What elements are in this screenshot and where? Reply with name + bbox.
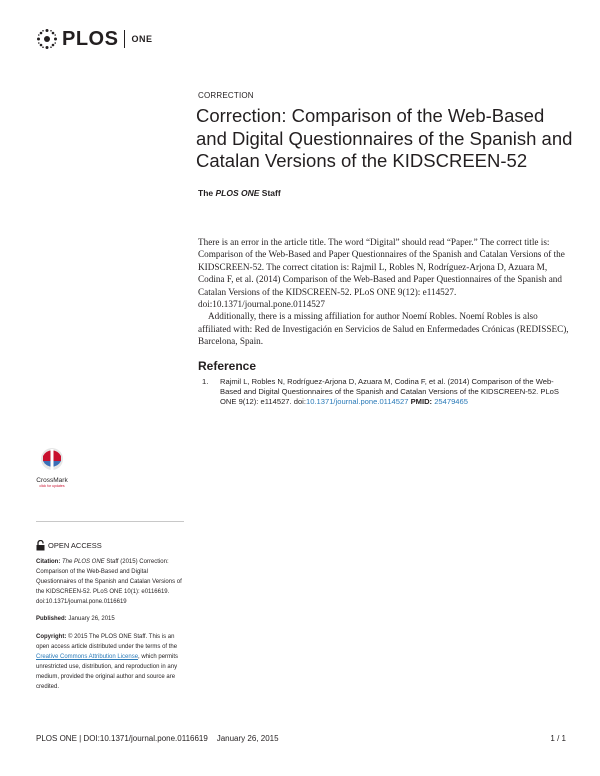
- article-body: [198, 236, 570, 348]
- body-paragraph: There is an error in the article title. The word “Digital” should read “Paper.” The correct title is: Comparison of the Web-Based and Paper Questionnaires of the Spanish and Catalan Versions of the KIDSCREEN-52. The correct citation is: Rajmil L, Robles N, Rodríguez-Arjona D, Azuara M, Codina F, et al. (2014) Comparison of the Web-Based and Paper Questionnaires of the Spanish and Catalan Versions of the KIDSCREEN-52. PLoS ONE 9(12): e114527. doi:10.1371/journal.pone.0114527: [198, 237, 565, 310]
- copyright-tail: , which permits unrestricted use, distribution, and reproduction in any medium, provided the original author and source are credited.: [36, 654, 179, 690]
- article-type: CORRECTION: [198, 91, 254, 100]
- references-heading: Reference: [198, 359, 257, 373]
- copyright-text: © 2015 The PLOS ONE Staff. This is an open access article distributed under the terms of the: [36, 634, 178, 650]
- footer-citation: PLOS ONE | DOI:10.1371/journal.pone.0116619 January 26, 2015: [36, 734, 279, 743]
- authors-suffix: Staff: [259, 188, 281, 198]
- open-access-badge: [36, 540, 102, 551]
- plos-one-logo[interactable]: [36, 28, 152, 50]
- citation-label: Citation:: [36, 559, 61, 565]
- logo-plos-text: PLOS: [62, 27, 119, 50]
- body-paragraph: Additionally, there is a missing affiliation for author Noemí Robles. Noemí Robles is also affiliated with: Red de Investigación en Servicios de Salud en Enfermedades Crónicas (REDISSEC), Barcelona, Spain.: [198, 311, 569, 347]
- copyright-label: Copyright:: [36, 634, 67, 640]
- plos-logo-icon: [36, 28, 58, 50]
- license-link[interactable]: Creative Commons Attribution License: [36, 654, 139, 660]
- reference-item: [198, 377, 570, 407]
- copyright-block: [36, 632, 186, 692]
- reference-list: [198, 377, 570, 407]
- crossmark-sublabel: click for updates: [39, 484, 65, 488]
- published-block: [36, 614, 186, 624]
- open-lock-icon: [36, 540, 45, 551]
- open-access-label: OPEN ACCESS: [48, 541, 102, 550]
- article-title: Correction: Comparison of the Web-Based and Digital Questionnaires of the Spanish and Catalan Versions of the KIDSCREEN-52: [196, 105, 573, 171]
- citation-block: [36, 557, 186, 607]
- crossmark-badge[interactable]: [32, 446, 72, 488]
- page-footer: [36, 734, 566, 743]
- crossmark-icon: [40, 446, 64, 476]
- authors-prefix: The: [198, 188, 216, 198]
- citation-text: Staff (2015) Correction: Comparison of the Web-Based and Digital Questionnaires of the Spanish and Catalan Versions of the KIDSCREEN-52. PLoS ONE 10(1): e0116619. doi:10.1371/journal.pone.0116619: [36, 559, 182, 605]
- authors-italic: PLOS ONE: [215, 188, 260, 198]
- published-date: January 26, 2015: [66, 616, 115, 622]
- published-label: Published:: [36, 616, 67, 622]
- crossmark-label: CrossMark: [36, 477, 68, 484]
- reference-number: 1.: [202, 377, 209, 386]
- sidebar-divider: [36, 521, 184, 522]
- article-authors: [198, 188, 281, 198]
- reference-body: Rajmil L, Robles N, Rodríguez-Arjona D, Azuara M, Codina F, et al. (2014) Comparison of the Web-Based and Digital Questionnaires of the Spanish and Catalan Versions of the KIDSCREEN-52. PLoS ONE 9(12): e114527. doi:: [220, 377, 559, 406]
- page-number: 1 / 1: [550, 734, 566, 743]
- logo-journal-text: ONE: [131, 34, 153, 44]
- reference-text: [220, 377, 570, 407]
- citation-italic: The PLOS ONE: [62, 559, 105, 565]
- reference-doi-link[interactable]: 10.1371/journal.pone.0114527: [305, 397, 409, 406]
- reference-pmid-link[interactable]: 25479465: [434, 397, 468, 406]
- reference-pmid-label: PMID:: [408, 397, 435, 406]
- logo-separator: [124, 30, 125, 48]
